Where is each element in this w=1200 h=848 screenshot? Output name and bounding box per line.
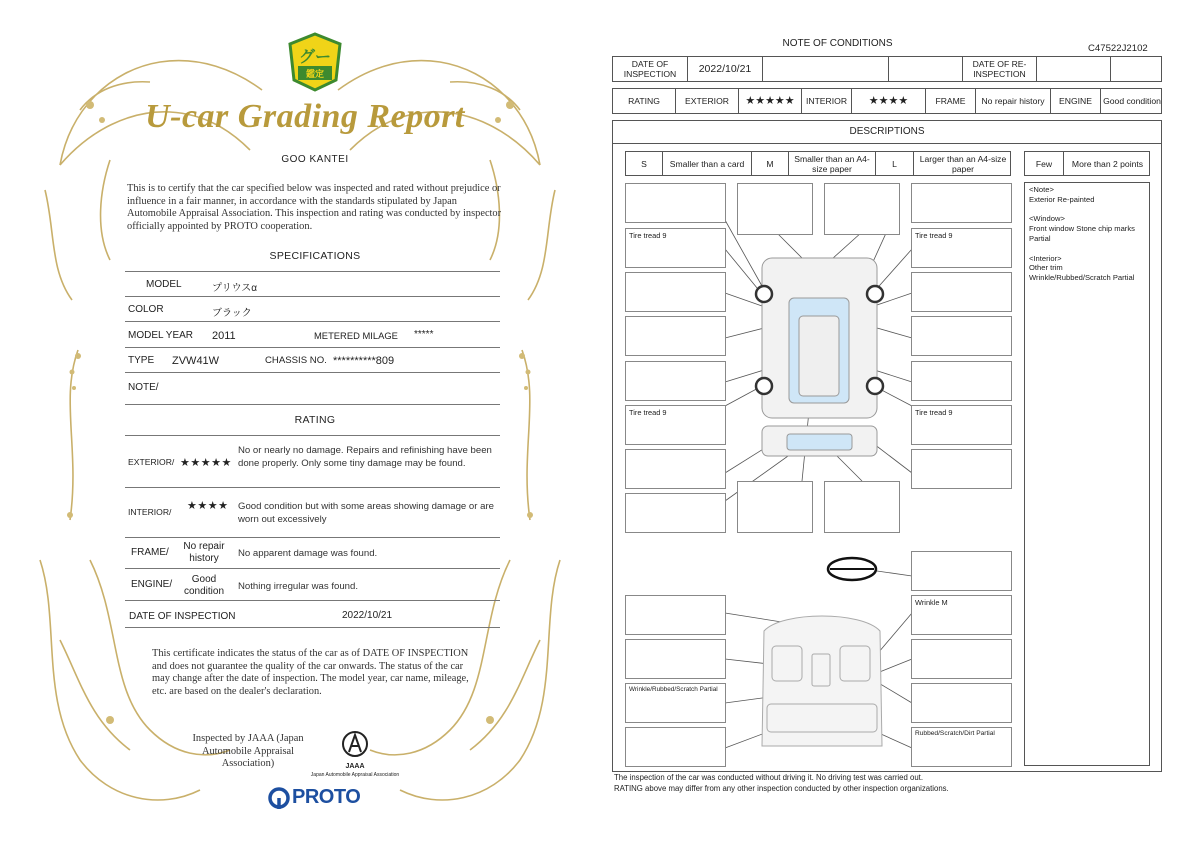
color-value: ブラック: [212, 308, 252, 319]
certificate-note: This certificate indicates the status of the car as of DATE OF INSPECTION and does not guarantee the quality of the car onwards. The status of the car may change after the date of inspection. The model year, car name, mileage, etc. are based on the dealer's declaration.: [152, 648, 469, 697]
date-of-inspection-label: DATE OF INSPECTION: [613, 57, 688, 81]
date-of-inspection-value: 2022/10/21: [342, 610, 393, 621]
reinspection-blank-cell: [1111, 57, 1163, 81]
model-year-label: MODEL YEAR: [128, 330, 194, 341]
divider: [125, 568, 500, 569]
damage-box-tire-rear-left: Tire tread 9: [625, 405, 726, 445]
frame-value: No repair history: [183, 541, 225, 564]
damage-box-tire-front-right: Tire tread 9: [911, 228, 1012, 268]
interior-label: INTERIOR/: [128, 507, 172, 517]
proto-logo: PROTO: [292, 786, 361, 808]
condition-notes: <Note> Exterior Re-painted <Window> Front window Stone chip marks Partial <Interior> Other trim Wrinkle/Rubbed/Scratch Partial: [1024, 182, 1150, 766]
interior-stars: ★★★★: [187, 500, 229, 512]
damage-box: [625, 316, 726, 356]
jaaa-emblem-icon: [340, 730, 370, 762]
model-value: プリウスα: [212, 283, 258, 294]
exterior-label: EXTERIOR/: [128, 457, 175, 467]
damage-box-interior-right-bottom: Rubbed/Scratch/Dirt Partial: [911, 727, 1012, 767]
damage-box: [911, 449, 1012, 489]
chassis-label: CHASSIS NO.: [265, 355, 327, 366]
note-label: NOTE/: [128, 382, 159, 393]
date-of-inspection-value: 2022/10/21: [688, 57, 763, 81]
steering-wheel-icon: [828, 558, 876, 580]
rating-label: RATING: [613, 89, 676, 113]
divider: [125, 627, 500, 628]
engine-description: Nothing irregular was found.: [238, 581, 358, 592]
legend-s-desc: Smaller than a card: [663, 152, 752, 175]
sheet-code: C47522J2102: [1088, 43, 1148, 54]
interior-stars: ★★★★: [852, 89, 926, 113]
damage-box: [625, 449, 726, 489]
frame-label: FRAME/: [131, 547, 169, 558]
engine-value: Good condition: [183, 574, 225, 597]
report-subtitle: GOO KANTEI: [281, 154, 349, 165]
model-label: MODEL: [146, 279, 182, 290]
damage-box: [737, 183, 813, 235]
damage-box: [824, 481, 900, 533]
divider: [125, 487, 500, 488]
goo-kantei-badge-icon: [288, 32, 342, 92]
damage-box-tire-front-left: Tire tread 9: [625, 228, 726, 268]
divider: [125, 321, 500, 322]
damage-box: [625, 183, 726, 223]
damage-box-tire-rear-right: Tire tread 9: [911, 405, 1012, 445]
footer-notes: [614, 772, 949, 794]
chassis-value: **********809: [333, 355, 395, 367]
exterior-label: EXTERIOR: [676, 89, 739, 113]
specifications-heading: SPECIFICATIONS: [269, 250, 361, 262]
damage-box: [911, 683, 1012, 723]
few-legend: [1024, 151, 1150, 176]
interior-description: Good condition but with some areas showing damage or are worn out excessively: [238, 501, 494, 525]
engine-label: ENGINE: [1051, 89, 1101, 113]
metered-milage-value: *****: [414, 329, 434, 340]
legend-m: M: [752, 152, 789, 175]
certificate-intro: This is to certify that the car specified below was inspected and rated without prejudice or influence in a fair manner, in accordance with the standards stipulated by Japan Automobile Appraisal Association. This inspection and rating was conducted by inspector officially appointed by PROTO cooperation.: [127, 183, 502, 232]
divider: [125, 372, 500, 373]
model-year-value: 2011: [212, 330, 236, 342]
damage-box: [911, 272, 1012, 312]
damage-box: [911, 183, 1012, 223]
damage-box: [911, 361, 1012, 401]
reinspection-value-cell: [1037, 57, 1111, 81]
exterior-stars: ★★★★★: [739, 89, 802, 113]
frame-description: No apparent damage was found.: [238, 548, 378, 559]
date-of-reinspection-label: DATE OF RE-INSPECTION: [963, 57, 1037, 81]
damage-box: [911, 639, 1012, 679]
color-label: COLOR: [128, 304, 164, 315]
divider: [125, 347, 500, 348]
footer-line-1: The inspection of the car was conducted without driving it. No driving test was carried out.: [614, 773, 923, 782]
type-label: TYPE: [128, 355, 155, 366]
damage-box: [625, 727, 726, 767]
date-blank-cell: [889, 57, 963, 81]
engine-label: ENGINE/: [131, 579, 173, 590]
damage-box: [737, 481, 813, 533]
inspected-by-text: Inspected by JAAA (Japan Automobile Appraisal Association): [192, 733, 304, 770]
frame-value: No repair history: [976, 89, 1051, 113]
frame-label: FRAME: [926, 89, 976, 113]
legend-m-desc: Smaller than an A4-size paper: [789, 152, 876, 175]
divider: [125, 296, 500, 297]
legend-few: Few: [1025, 152, 1064, 175]
damage-box-steering: [911, 551, 1012, 591]
report-title: U-car Grading Report: [145, 98, 465, 135]
divider: [125, 404, 500, 405]
jaaa-label: JAAA: [345, 763, 365, 770]
damage-box: [625, 361, 726, 401]
divider: [125, 600, 500, 601]
divider: [125, 435, 500, 436]
damage-box: [625, 493, 726, 533]
legend-l: L: [876, 152, 914, 175]
legend-few-desc: More than 2 points: [1071, 158, 1144, 169]
conditions-heading: NOTE OF CONDITIONS: [782, 38, 893, 49]
type-value: ZVW41W: [172, 355, 220, 367]
damage-box-interior-right-top: Wrinkle M: [911, 595, 1012, 635]
damage-box: [625, 595, 726, 635]
svg-text:グー: グー: [298, 47, 332, 66]
damage-box: [911, 316, 1012, 356]
divider: [125, 271, 500, 272]
damage-box-interior-left: Wrinkle/Rubbed/Scratch Partial: [625, 683, 726, 723]
interior-label: INTERIOR: [802, 89, 852, 113]
rating-row: [612, 88, 1162, 114]
damage-box: [625, 639, 726, 679]
engine-value: Good condition: [1103, 96, 1161, 106]
descriptions-heading: DESCRIPTIONS: [612, 120, 1162, 144]
date-blank-cell: [763, 57, 889, 81]
legend-s: S: [626, 152, 663, 175]
svg-text:鑑定: 鑑定: [305, 70, 325, 80]
damage-box: [824, 183, 900, 235]
footer-line-2: RATING above may differ from any other inspection conducted by other inspection organizations.: [614, 784, 949, 793]
rating-heading: RATING: [294, 414, 336, 426]
divider: [125, 537, 500, 538]
damage-box: [625, 272, 726, 312]
metered-milage-label: METERED MILAGE: [314, 330, 398, 341]
proto-logo-icon: [268, 787, 290, 809]
date-row: [612, 56, 1162, 82]
exterior-description: No or nearly no damage. Repairs and refinishing have been done properly. Only some tiny damage may be found.: [238, 445, 492, 469]
jaaa-caption: Japan Automobile Appraisal Association: [310, 772, 400, 778]
date-of-inspection-label: DATE OF INSPECTION: [129, 611, 236, 622]
exterior-stars: ★★★★★: [180, 457, 232, 469]
size-legend: [625, 151, 1011, 176]
legend-l-desc: Larger than an A4-size paper: [919, 153, 1007, 174]
